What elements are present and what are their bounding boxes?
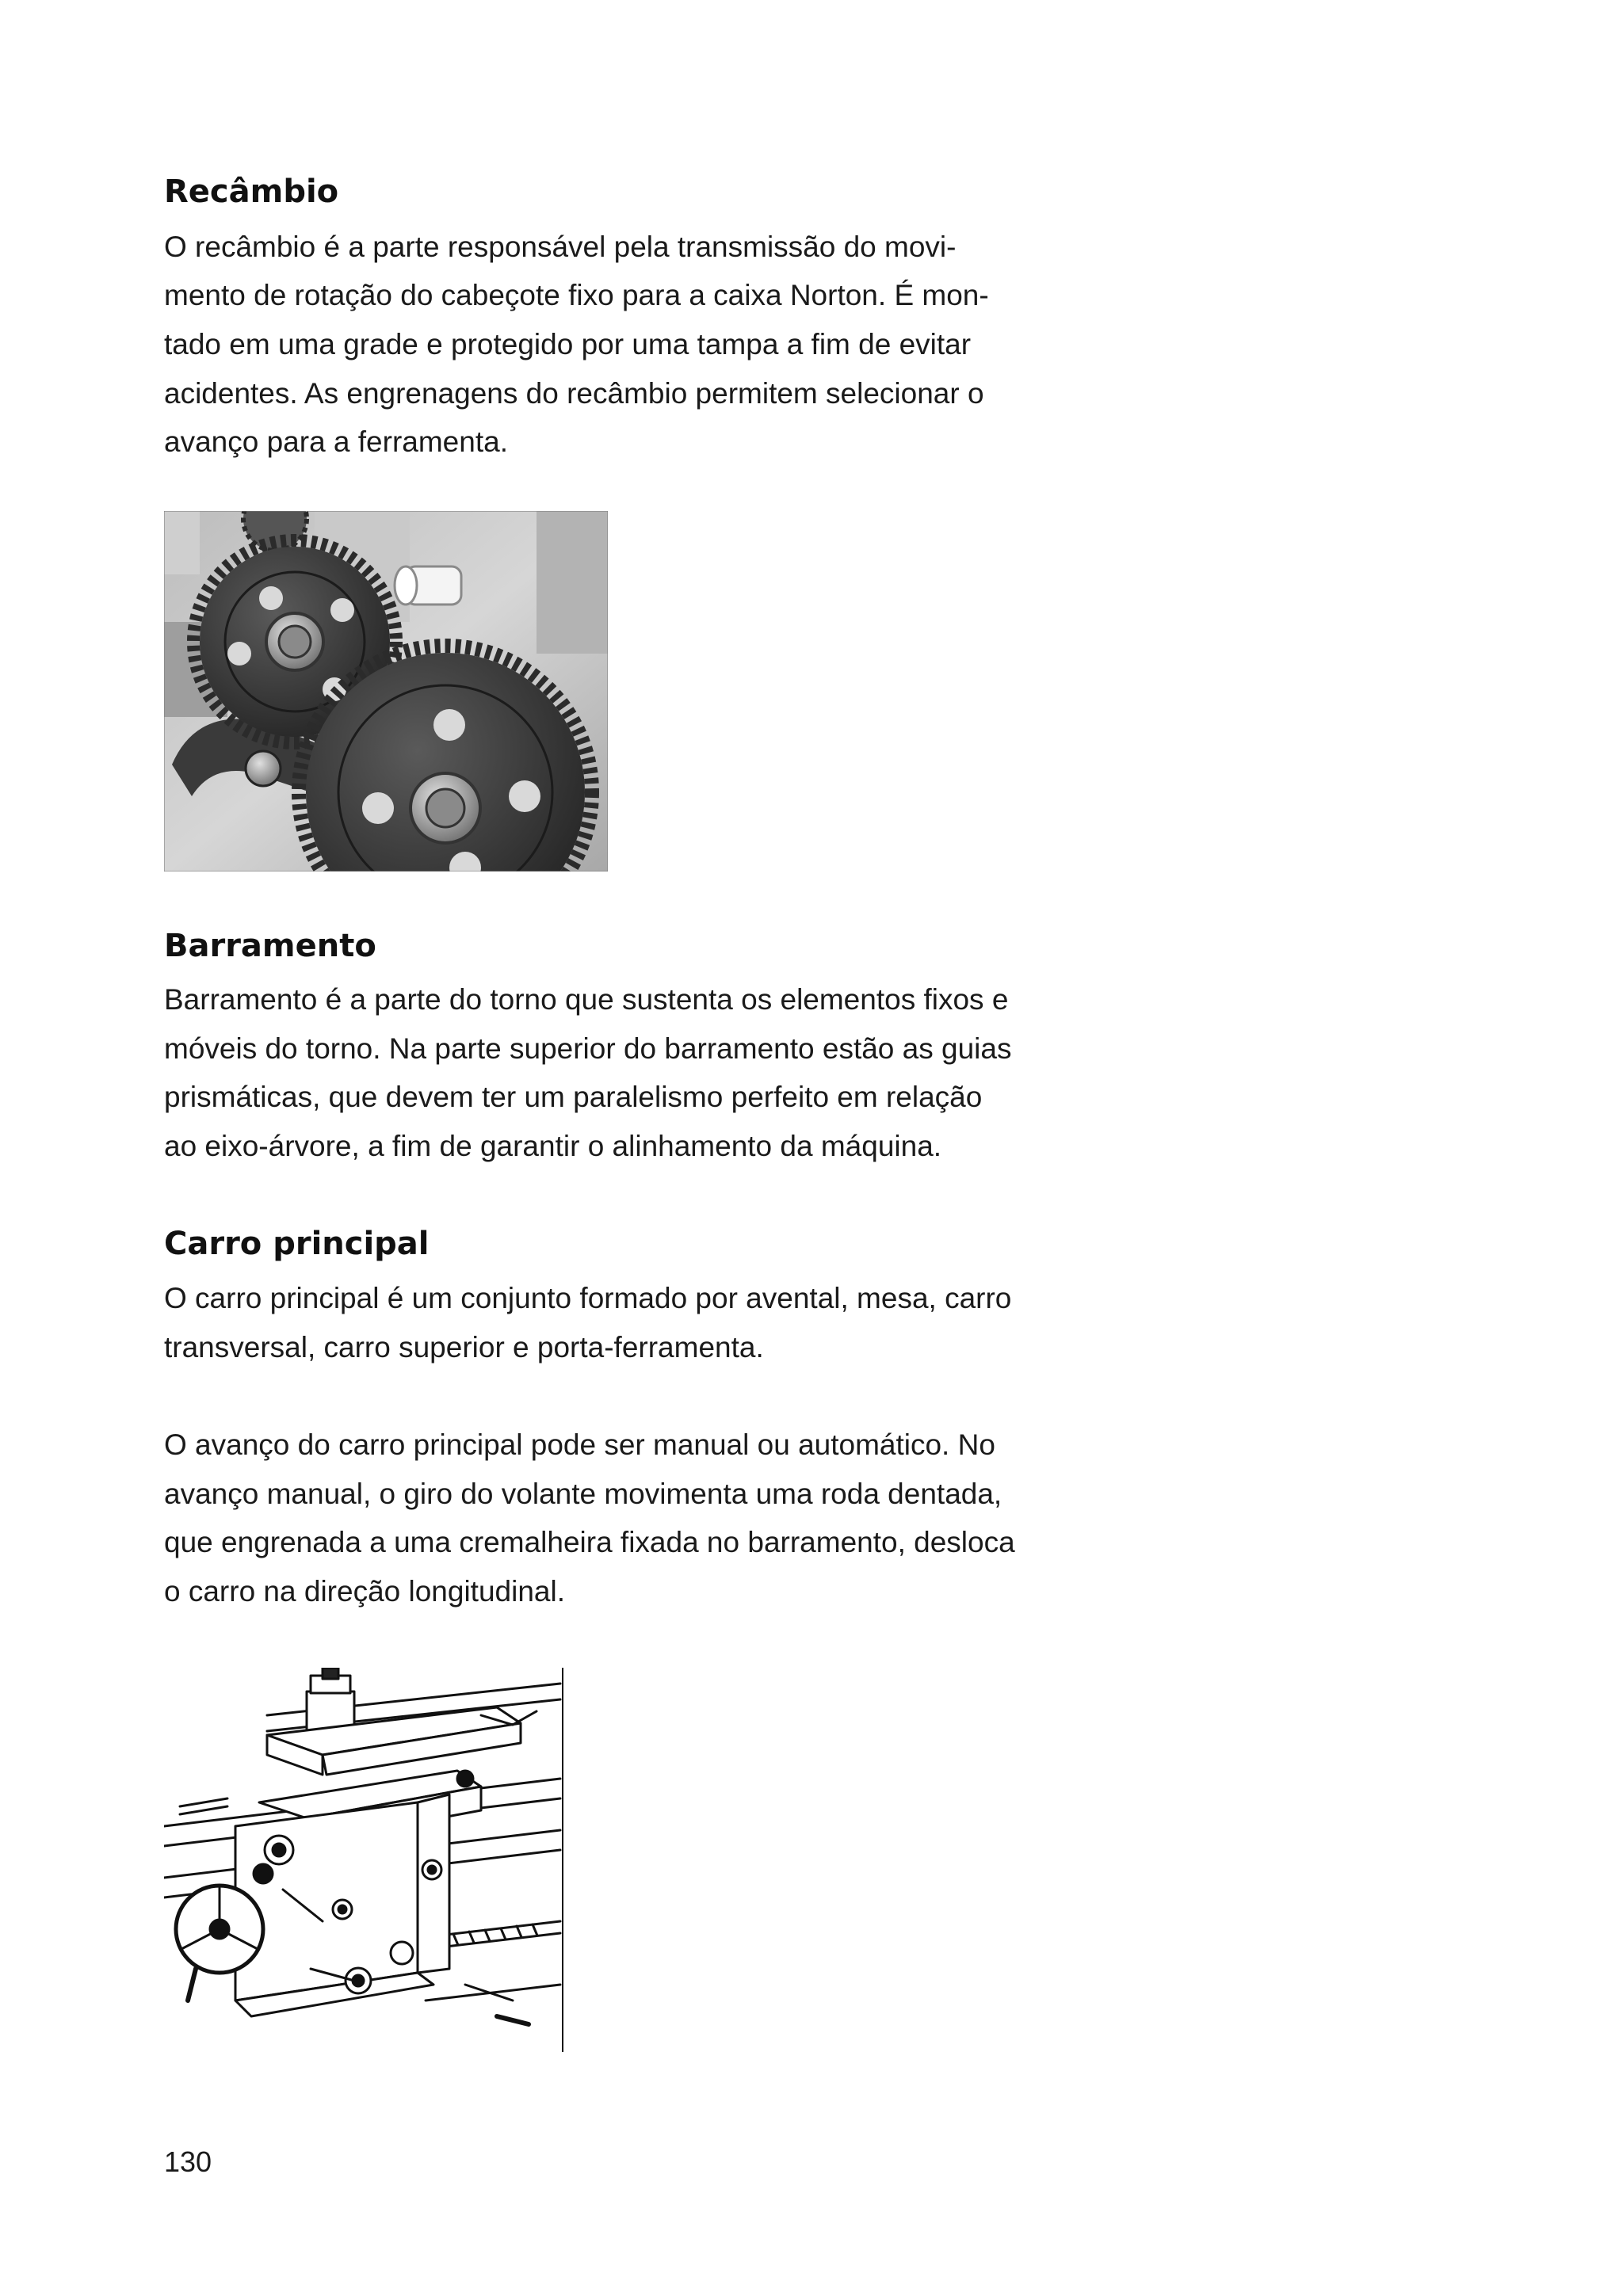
heading-recambio: Recâmbio bbox=[164, 174, 339, 210]
page-number: 130 bbox=[164, 2145, 212, 2178]
barramento-text-line: móveis do torno. Na parte superior do barramento estão as guias bbox=[164, 1032, 1012, 1065]
carro-text-line: O carro principal é um conjunto formado por avental, mesa, carro bbox=[164, 1282, 1012, 1314]
heading-carro-principal: Carro principal bbox=[164, 1226, 430, 1262]
gear-train-photo bbox=[164, 511, 608, 871]
recambio-text-line: O recâmbio é a parte responsável pela transmissão do movi- bbox=[164, 231, 957, 263]
lathe-carriage-drawing bbox=[164, 1668, 568, 2052]
barramento-text-line: ao eixo-árvore, a fim de garantir o alinhamento da máquina. bbox=[164, 1130, 942, 1162]
carro-text-line: transversal, carro superior e porta-ferramenta. bbox=[164, 1331, 764, 1363]
recambio-text-line: avanço para a ferramenta. bbox=[164, 425, 508, 458]
carro-text-line: O avanço do carro principal pode ser manual ou automático. No bbox=[164, 1428, 995, 1461]
barramento-text-line: prismáticas, que devem ter um paralelismo perfeito em relação bbox=[164, 1081, 983, 1113]
recambio-text-line: acidentes. As engrenagens do recâmbio permitem selecionar o bbox=[164, 377, 984, 410]
recambio-text-line: mento de rotação do cabeçote fixo para a caixa Norton. É mon- bbox=[164, 279, 989, 311]
recambio-text-line: tado em uma grade e protegido por uma tampa a fim de evitar bbox=[164, 328, 972, 360]
barramento-text-line: Barramento é a parte do torno que sustenta os elementos fixos e bbox=[164, 983, 1009, 1016]
carro-text-line: o carro na direção longitudinal. bbox=[164, 1575, 565, 1608]
carro-text-line: que engrenada a uma cremalheira fixada no barramento, desloca bbox=[164, 1526, 1015, 1558]
heading-barramento: Barramento bbox=[164, 928, 376, 964]
carro-text-line: avanço manual, o giro do volante movimenta uma roda dentada, bbox=[164, 1478, 1002, 1510]
